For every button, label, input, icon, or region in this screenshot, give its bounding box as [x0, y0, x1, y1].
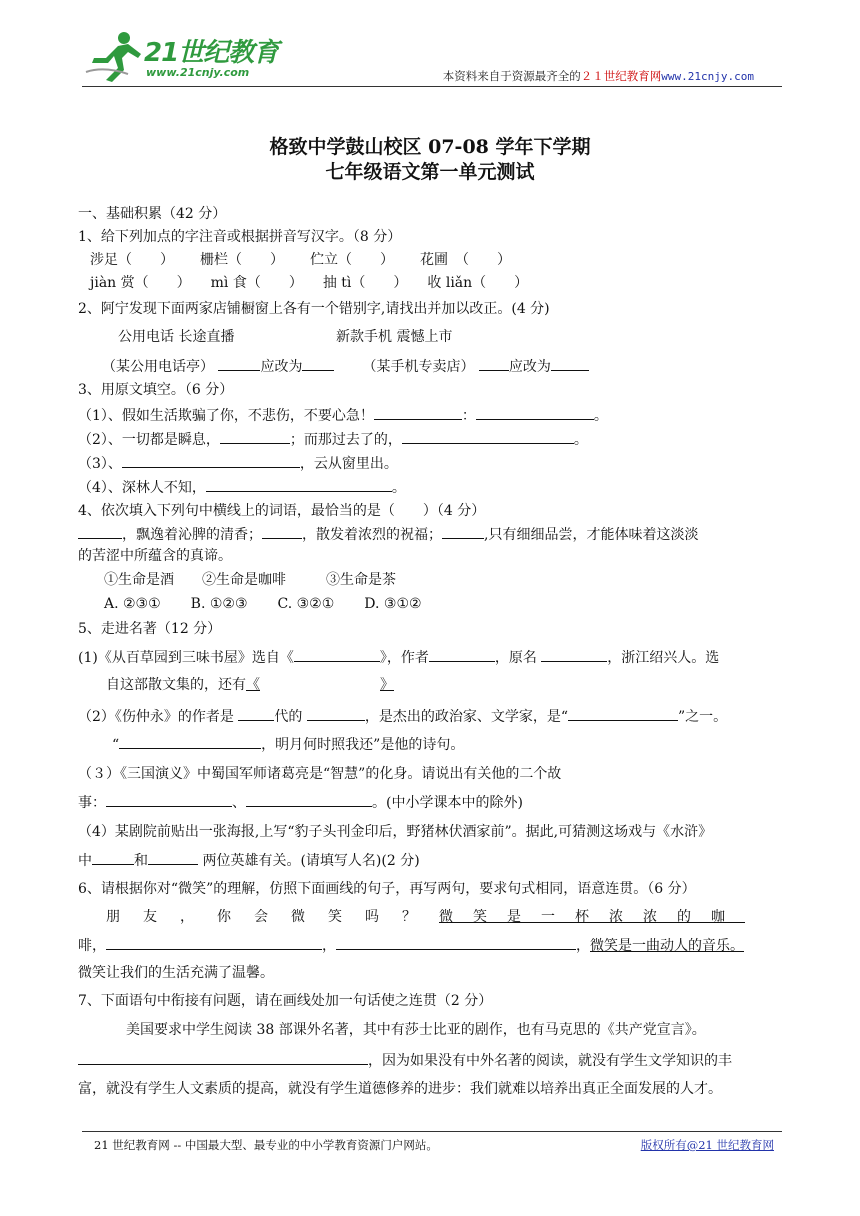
source-prefix: 本资料来自于资源最齐全的 — [442, 69, 581, 83]
q4-text-2: 的苦涩中所蕴含的真谛。 — [78, 548, 232, 564]
answer-blank[interactable] — [148, 850, 198, 865]
q5-2: （2）《伤仲永》的作者是 代的 ，是杰出的政治家、文学家，是“ ”之一。 — [78, 706, 727, 727]
answer-blank[interactable] — [119, 734, 261, 749]
choice-c[interactable]: C. ③②① — [277, 596, 335, 612]
answer-blank[interactable] — [122, 453, 300, 468]
answer-blank[interactable] — [92, 850, 134, 865]
q5-3: （３）《三国演义》中蜀国军师诸葛亮是“智慧”的化身。请说出有关他的二个故 — [78, 766, 562, 782]
logo-url: www.21cnjy.com — [146, 66, 250, 79]
answer-blank[interactable] — [551, 356, 589, 371]
q5-2-cont: “ ，明月何时照我还”是他的诗句。 — [112, 734, 464, 755]
answer-blank[interactable] — [106, 935, 322, 950]
q6-line3: 微笑让我们的生活充满了温馨。 — [78, 965, 274, 981]
q4-text-1: ，飘逸着沁脾的清香； ，散发着浓烈的祝福； ,只有细细品尝，才能体味着这淡淡 — [78, 524, 698, 545]
q7-line1: 美国要求中学生阅读 38 部课外名著，其中有莎士比亚的剧作，也有马克思的《共产党宣言》。 — [126, 1022, 706, 1038]
answer-blank[interactable] — [374, 405, 462, 420]
question-1: 1、给下列加点的字注音或根据拼音写汉字。（8 分） — [78, 229, 402, 245]
answer-blank[interactable] — [78, 1050, 368, 1065]
footer-left: 21 世纪教育网 -- 中国最大型、最专业的中小学教育资源门户网站。 — [94, 1138, 438, 1152]
logo — [84, 28, 284, 84]
title-line1: 格致中学鼓山校区 07-08 学年下学期 — [269, 136, 591, 158]
q3-2: （2）、一切都是瞬息， ；而那过去了的， 。 — [78, 429, 588, 450]
q3-3: （3）、 ，云从窗里出。 — [78, 453, 398, 474]
answer-blank[interactable] — [238, 706, 274, 721]
answer-blank[interactable] — [260, 675, 380, 689]
q3-1: （1）、假如生活欺骗了你，不悲伤，不要心急！ ： 。 — [78, 405, 608, 426]
q6-line2: 啡， ， ，微笑是一曲动人的音乐。 — [78, 935, 744, 956]
answer-blank[interactable] — [336, 935, 576, 950]
title-line2: 七年级语文第一单元测试 — [325, 161, 535, 183]
answer-blank[interactable] — [568, 706, 678, 721]
q5-4: （4）某剧院前贴出一张海报,上写“豹子头刊金印后，野猪林伏酒家前”。据此,可猜测这场戏与《水浒》 — [78, 824, 713, 840]
header-divider — [82, 86, 782, 87]
q6-line1: 朋友，你会微笑吗？微笑是一杯浓浓的咖 — [106, 909, 745, 925]
question-3: 3、用原文填空。（6 分） — [78, 382, 234, 398]
answer-blank[interactable] — [302, 356, 334, 371]
q5-4-cont: 中 和 两位英雄有关。(请填写人名)(2 分) — [78, 850, 420, 871]
answer-blank[interactable] — [541, 647, 607, 662]
answer-blank[interactable] — [294, 647, 380, 662]
answer-blank[interactable] — [262, 524, 302, 539]
source-note — [443, 68, 754, 84]
question-7: 7、下面语句中衔接有问题，请在画线处加一句话使之连贯（2 分） — [78, 993, 493, 1009]
q2-sign-a: 公用电话 长途直播 — [118, 329, 235, 345]
answer-blank[interactable] — [442, 524, 484, 539]
question-4: 4、依次填入下列句中横线上的词语，最恰当的是（ ）（4 分） — [78, 503, 486, 519]
q7-line3: 富，就没有学生人文素质的提高，就没有学生道德修养的进步：我们就难以培养出真正全面发展的人才。 — [78, 1081, 722, 1097]
source-brand: ２１世纪教育网 — [580, 69, 662, 83]
choice-b[interactable]: B. ①②③ — [190, 596, 248, 612]
q5-1-cont: 自这部散文集的，还有《 》 — [106, 677, 394, 693]
question-5: 5、走进名著（12 分） — [78, 621, 222, 637]
answer-blank[interactable] — [429, 647, 495, 662]
answer-blank[interactable] — [479, 356, 509, 371]
answer-blank[interactable] — [218, 356, 260, 371]
q5-3-cont: 事： 、 。(中小学课本中的除外) — [78, 792, 523, 813]
q2-answer-line: （某公用电话亭） 应改为 （某手机专卖店） 应改为 — [102, 356, 589, 377]
answer-blank[interactable] — [106, 792, 232, 807]
question-6: 6、请根据你对“微笑”的理解，仿照下面画线的句子，再写两句，要求句式相同，语意连贯。（6 分） — [78, 881, 696, 897]
answer-blank[interactable] — [476, 405, 594, 420]
question-2: 2、阿宁发现下面两家店铺橱窗上各有一个错别字,请找出并加以改正。(4 分) — [78, 301, 550, 317]
q2-sign-b: 新款手机 震憾上市 — [336, 329, 453, 345]
section-1-heading: 一、基础积累（42 分） — [78, 206, 227, 222]
q7-line2: ，因为如果没有中外名著的阅读，就没有学生文学知识的丰 — [78, 1050, 732, 1071]
footer-divider — [82, 1131, 782, 1132]
q1-row2: jiàn 赏（ ） mì 食（ ） 抽 tì（ ） 收 liǎn（ ） — [90, 275, 529, 291]
runner-logo-icon — [84, 28, 146, 84]
q4-choices — [104, 594, 422, 614]
answer-blank[interactable] — [402, 429, 574, 444]
q5-1: (1)《从百草园到三味书屋》选自《 》，作者 ，原名 ，浙江绍兴人。选 — [78, 647, 719, 668]
answer-blank[interactable] — [206, 477, 392, 492]
q1-row1: 涉足（ ） 栅栏（ ） 伫立（ ） 花圃 （ ） — [90, 252, 511, 268]
answer-blank[interactable] — [307, 706, 365, 721]
source-url[interactable]: www.21cnjy.com — [661, 70, 754, 83]
answer-blank[interactable] — [78, 524, 122, 539]
q4-options: ①生命是酒 ②生命是咖啡 ③生命是茶 — [104, 572, 396, 588]
choice-d[interactable]: D. ③①② — [364, 596, 422, 612]
q3-4: （4）、深林人不知， 。 — [78, 477, 406, 498]
answer-blank[interactable] — [246, 792, 372, 807]
logo-text: 21世纪教育 — [144, 38, 279, 68]
footer-copyright-link[interactable]: 版权所有@21 世纪教育网 — [640, 1138, 774, 1152]
choice-a[interactable]: A. ②③① — [104, 596, 161, 612]
answer-blank[interactable] — [220, 429, 290, 444]
